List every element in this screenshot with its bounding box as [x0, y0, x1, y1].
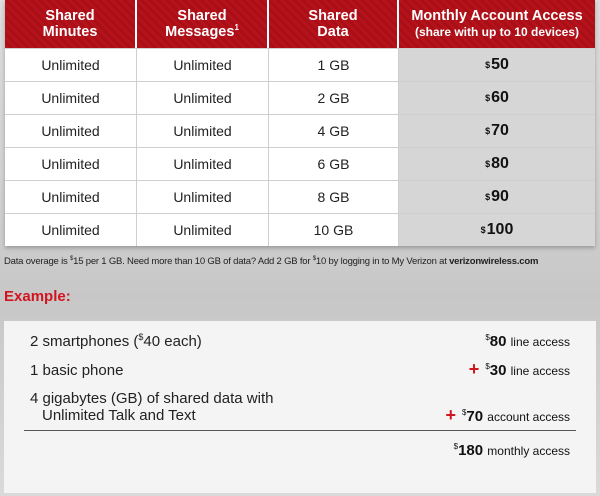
- example-amount-basic-phone: [469, 361, 570, 380]
- table-row: [5, 81, 595, 114]
- note-text: Data overage is: [4, 256, 70, 267]
- item-text: Unlimited Talk and Text: [42, 407, 196, 424]
- cell-price: $ 60: [399, 82, 595, 114]
- header-line: Shared: [177, 8, 227, 24]
- example-item-smartphones: [30, 333, 202, 350]
- cell-messages: Unlimited: [137, 115, 269, 147]
- cell-price: $ 50: [399, 49, 595, 81]
- example-item-shared-data: [30, 390, 273, 424]
- header-line: [165, 24, 239, 40]
- currency-symbol: $: [461, 408, 467, 417]
- plus-icon: +: [468, 359, 480, 379]
- cell-data: 4 GB: [269, 115, 399, 147]
- total-divider: [24, 430, 576, 431]
- cell-minutes: Unlimited: [5, 148, 137, 180]
- example-title: Example:: [4, 288, 71, 305]
- note-price: 10: [315, 256, 327, 267]
- cell-minutes: Unlimited: [5, 49, 137, 81]
- table-row: [5, 114, 595, 147]
- total-value: 180: [458, 442, 484, 459]
- plus-icon: +: [445, 405, 456, 425]
- cell-minutes: Unlimited: [5, 82, 137, 114]
- cell-price: $ 100: [399, 214, 595, 246]
- example-amount-shared-data: [445, 407, 570, 426]
- amount-label: line access: [510, 364, 570, 378]
- cell-messages: Unlimited: [137, 49, 269, 81]
- table-row: [5, 147, 595, 180]
- example-amount-smartphones: [485, 333, 570, 351]
- amount-label: account access: [487, 410, 570, 424]
- header-text: Messages: [165, 24, 235, 40]
- example-item-basic-phone: [30, 362, 123, 379]
- currency-symbol: $: [69, 255, 74, 262]
- header-shared-minutes: [5, 0, 137, 48]
- currency-symbol: $: [138, 332, 144, 342]
- table-row: [5, 180, 595, 213]
- header-line: Shared: [45, 8, 95, 24]
- cell-messages: Unlimited: [137, 148, 269, 180]
- cell-messages: Unlimited: [137, 181, 269, 213]
- price-value: 70: [491, 122, 509, 139]
- cell-data: 1 GB: [269, 49, 399, 81]
- price-value: 50: [491, 56, 509, 73]
- item-text: 4 gigabytes (GB) of shared data with: [30, 390, 274, 407]
- cell-price: $ 70: [399, 115, 595, 147]
- price-value: 80: [491, 155, 509, 172]
- cell-price: $ 90: [399, 181, 595, 213]
- amount-value: 30: [489, 362, 507, 379]
- data-overage-note: [4, 256, 538, 267]
- example-total: [454, 442, 570, 460]
- header-monthly-access: [399, 0, 595, 48]
- note-text: by logging in to My Verizon at: [326, 256, 450, 267]
- price-value: 100: [486, 221, 514, 238]
- plan-table: [5, 0, 595, 246]
- verizon-link[interactable]: verizonwireless.com: [449, 256, 539, 267]
- note-text: per 1 GB. Need more than 10 GB of data? Add 2 GB for: [83, 256, 313, 267]
- header-subline: (share with up to 10 devices): [414, 25, 580, 39]
- amount-value: 70: [466, 408, 484, 425]
- header-line: Shared: [308, 8, 358, 24]
- header-shared-data: [269, 0, 399, 48]
- currency-symbol: $: [453, 442, 459, 451]
- currency-symbol: $: [485, 362, 490, 371]
- header-line: Minutes: [42, 24, 98, 40]
- cell-price: $ 80: [399, 148, 595, 180]
- amount-value: 80: [489, 333, 507, 350]
- cell-data: 8 GB: [269, 181, 399, 213]
- amount-label: line access: [510, 335, 570, 349]
- item-text: 1 basic phone: [30, 362, 124, 379]
- header-line: Data: [317, 24, 349, 40]
- price-value: 90: [491, 188, 509, 205]
- table-row: [5, 213, 595, 246]
- item-text: 40 each): [143, 333, 202, 350]
- table-header: [5, 0, 595, 48]
- cell-data: 2 GB: [269, 82, 399, 114]
- currency-symbol: $: [312, 255, 316, 262]
- header-shared-messages: [137, 0, 269, 48]
- cell-data: 10 GB: [269, 214, 399, 246]
- cell-messages: Unlimited: [137, 82, 269, 114]
- cell-messages: Unlimited: [137, 214, 269, 246]
- table-row: [5, 48, 595, 81]
- currency-symbol: $: [485, 333, 490, 342]
- cell-data: 6 GB: [269, 148, 399, 180]
- header-line: Monthly Account Access: [411, 8, 583, 24]
- example-box: [4, 321, 596, 493]
- total-label: monthly access: [487, 444, 570, 458]
- cell-minutes: Unlimited: [5, 115, 137, 147]
- footnote-marker: 1: [234, 23, 239, 33]
- note-price: 15: [73, 256, 84, 267]
- table-body: [5, 48, 595, 246]
- item-text: 2 smartphones (: [30, 333, 139, 350]
- price-value: 60: [491, 89, 509, 106]
- cell-minutes: Unlimited: [5, 181, 137, 213]
- cell-minutes: Unlimited: [5, 214, 137, 246]
